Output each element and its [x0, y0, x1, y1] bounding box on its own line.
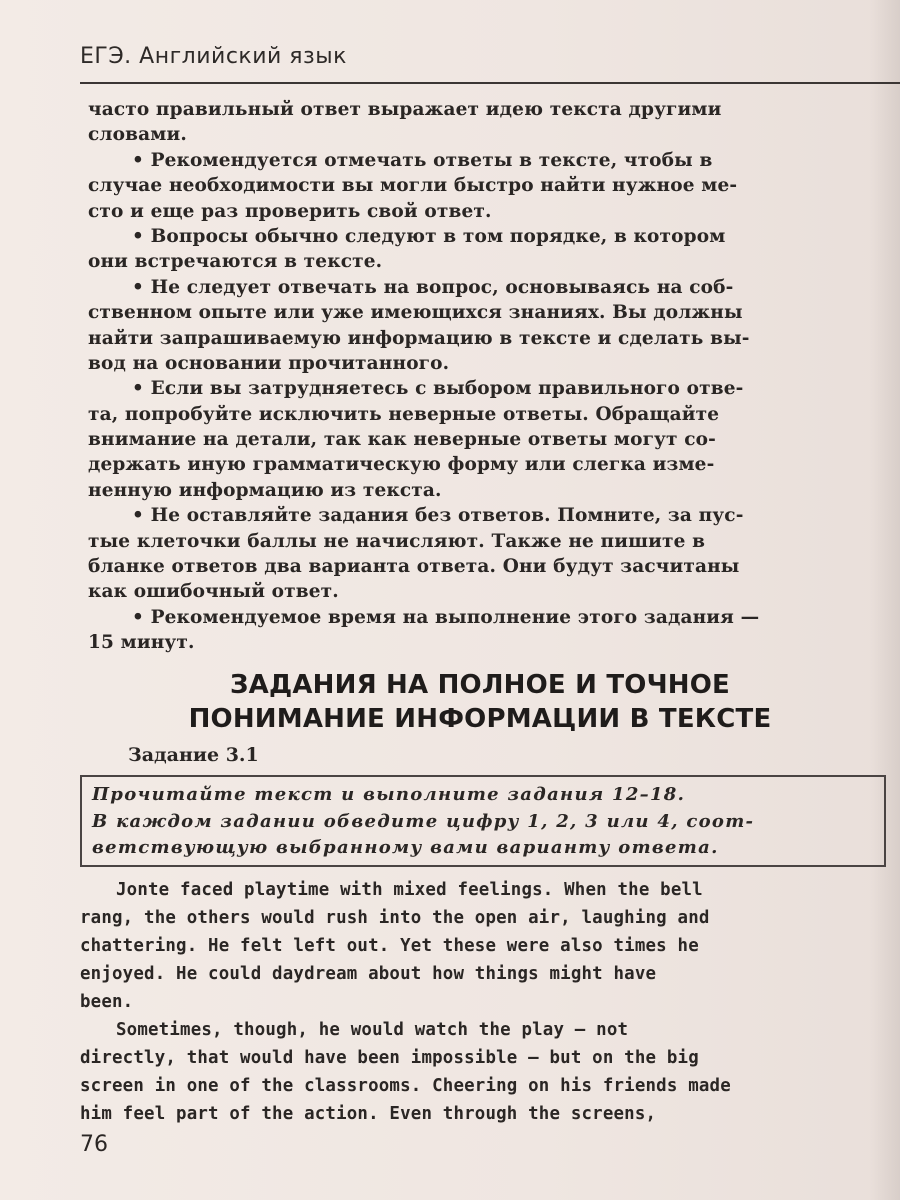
- text-line: • Рекомендуется отмечать ответы в тексте, чтобы в: [132, 149, 713, 171]
- text-line: • Не следует отвечать на вопрос, основываясь на соб-: [132, 276, 734, 298]
- text-line: • Вопросы обычно следуют в том порядке, в котором: [132, 225, 726, 247]
- text-line: вод на основании прочитанного.: [88, 352, 450, 374]
- passage-line: Jonte faced playtime with mixed feelings. When the bell: [116, 880, 703, 900]
- text-line: часто правильный ответ выражает идею текста другими: [88, 99, 722, 120]
- text-line: • Не оставляйте задания без ответов. Помните, за пус-: [132, 505, 744, 527]
- intro-text: [88, 97, 896, 656]
- text-line: ственном опыте или уже имеющихся знаниях. Вы должны: [88, 302, 743, 324]
- running-header: ЕГЭ. Английский язык: [80, 44, 347, 69]
- task-label: Задание 3.1: [128, 744, 259, 766]
- text-line: как ошибочный ответ.: [88, 581, 339, 603]
- passage-line: chattering. He felt left out. Yet these were also times he: [80, 936, 699, 956]
- instruction-text: [92, 782, 882, 862]
- page-number: 76: [80, 1132, 108, 1157]
- text-line: • Рекомендуемое время на выполнение этого задания —: [132, 606, 760, 628]
- instruction-line: ветствующую выбранному вами варианту ответа.: [92, 837, 719, 858]
- text-line: тые клеточки баллы не начисляют. Также не пишите в: [88, 530, 706, 552]
- passage-line: Sometimes, though, he would watch the play — not: [116, 1020, 629, 1040]
- text-line: они встречаются в тексте.: [88, 251, 383, 273]
- instruction-line: В каждом задании обведите цифру 1, 2, 3 или 4, соот-: [92, 810, 755, 832]
- text-line: 15 минут.: [88, 632, 195, 654]
- section-heading-line: ЗАДАНИЯ НА ПОЛНОЕ И ТОЧНОЕ: [229, 670, 730, 700]
- text-line: • Если вы затрудняетесь с выбором правильного отве-: [132, 378, 744, 400]
- text-line: случае необходимости вы могли быстро найти нужное ме-: [88, 175, 738, 197]
- passage-line: rang, the others would rush into the open air, laughing and: [80, 908, 710, 928]
- text-line: внимание на детали, так как неверные ответы могут со-: [88, 429, 716, 451]
- passage-line: been.: [80, 992, 134, 1012]
- reading-passage: [80, 876, 896, 1128]
- section-heading-line: ПОНИМАНИЕ ИНФОРМАЦИИ В ТЕКСТЕ: [188, 704, 772, 734]
- text-line: сто и еще раз проверить свой ответ.: [88, 200, 492, 222]
- text-line: бланке ответов два варианта ответа. Они будут засчитаны: [88, 556, 740, 578]
- text-line: держать иную грамматическую форму или слегка изме-: [88, 454, 715, 476]
- text-line: ненную информацию из текста.: [88, 479, 442, 501]
- passage-line: enjoyed. He could daydream about how things might have: [80, 964, 657, 984]
- text-line: словами.: [88, 124, 187, 146]
- header-rule: [80, 82, 900, 84]
- section-heading: [90, 668, 870, 736]
- passage-line: directly, that would have been impossible — but on the big: [80, 1048, 699, 1068]
- passage-line: screen in one of the classrooms. Cheering on his friends made: [80, 1076, 731, 1096]
- text-line: та, попробуйте исключить неверные ответы. Обращайте: [88, 403, 720, 425]
- passage-line: him feel part of the action. Even through the screens,: [80, 1104, 657, 1124]
- instruction-line: Прочитайте текст и выполните задания 12–18.: [92, 784, 686, 805]
- text-line: найти запрашиваемую информацию в тексте и сделать вы-: [88, 327, 750, 349]
